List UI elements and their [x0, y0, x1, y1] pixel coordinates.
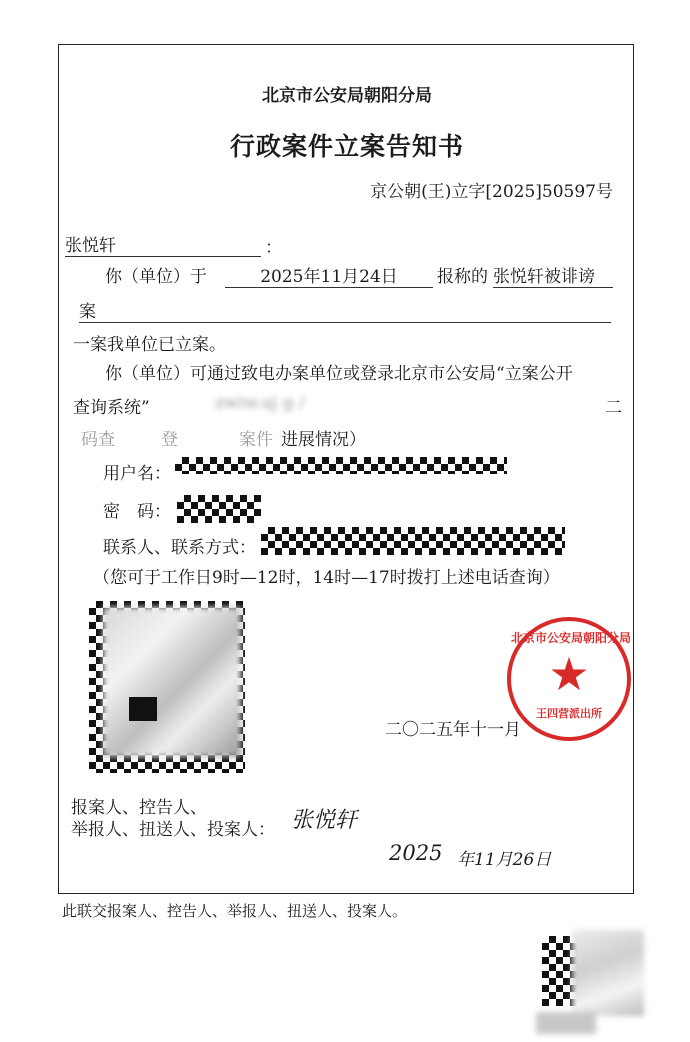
issue-date: 二〇二五年十一月 — [385, 720, 521, 740]
handwritten-signature: 张悦轩 — [291, 808, 358, 833]
document-title: 行政案件立案告知书 — [229, 132, 464, 161]
official-seal — [507, 617, 631, 741]
system-url-blurred: zwiw.aj g / — [215, 393, 305, 413]
seal-star-icon: ★ — [548, 647, 590, 701]
password-label: 密 码： — [103, 502, 171, 522]
body-line5-prefix: 查询系统” — [73, 398, 150, 418]
qr-finder-block — [129, 697, 157, 721]
case-name-part2: 案 — [79, 297, 611, 323]
body-line1-mid: 报称的 — [437, 267, 488, 287]
handwritten-sign-date: 年11月26日 — [457, 850, 552, 870]
username-label: 用户名： — [103, 464, 171, 484]
body-line1-prefix: 你（单位）于 — [105, 267, 207, 287]
signer-roles-line2: 举报人、扭送人、投案人： — [71, 820, 275, 840]
handwritten-sign-year: 2025 — [389, 841, 443, 865]
body-line6-mid: 登 — [161, 430, 178, 450]
contact-label: 联系人、联系方式： — [103, 538, 256, 558]
username-redaction — [175, 457, 507, 474]
qr-code — [89, 601, 245, 773]
body-line6-case: 案件 — [239, 430, 273, 450]
document-number: 京公朝(王)立字[2025]50597号 — [370, 182, 613, 202]
footer-note: 此联交报案人、控告人、举报人、扭送人、投案人。 — [62, 902, 408, 920]
body-line3: 一案我单位已立案。 — [73, 335, 226, 355]
seal-outer-text: 北京市公安局朝阳分局 — [511, 631, 632, 645]
notice-document — [58, 44, 634, 894]
case-name-part1: 张悦轩被诽谤 — [493, 262, 613, 288]
body-line6-suffix: 进展情况） — [281, 430, 366, 450]
body-line6-prefix: 码查 — [81, 430, 115, 450]
recipient-name: 张悦轩 — [65, 231, 261, 257]
issuer-name: 北京市公安局朝阳分局 — [262, 86, 432, 106]
body-line5-suffix: 二 — [605, 398, 622, 418]
report-date: 2025年11月24日 — [225, 262, 433, 288]
hours-note: （您可于工作日9时—12时，14时—17时拨打上述电话查询） — [93, 568, 560, 588]
body-line4: 你（单位）可通过致电办案单位或登录北京市公安局“立案公开 — [105, 364, 573, 384]
corner-blurred-code — [536, 930, 644, 1034]
password-redaction — [177, 495, 261, 523]
contact-redaction — [261, 527, 565, 555]
recipient-colon: ： — [265, 238, 282, 258]
seal-inner-text: 王四营派出所 — [536, 707, 602, 720]
signer-roles-line1: 报案人、控告人、 — [71, 798, 207, 818]
